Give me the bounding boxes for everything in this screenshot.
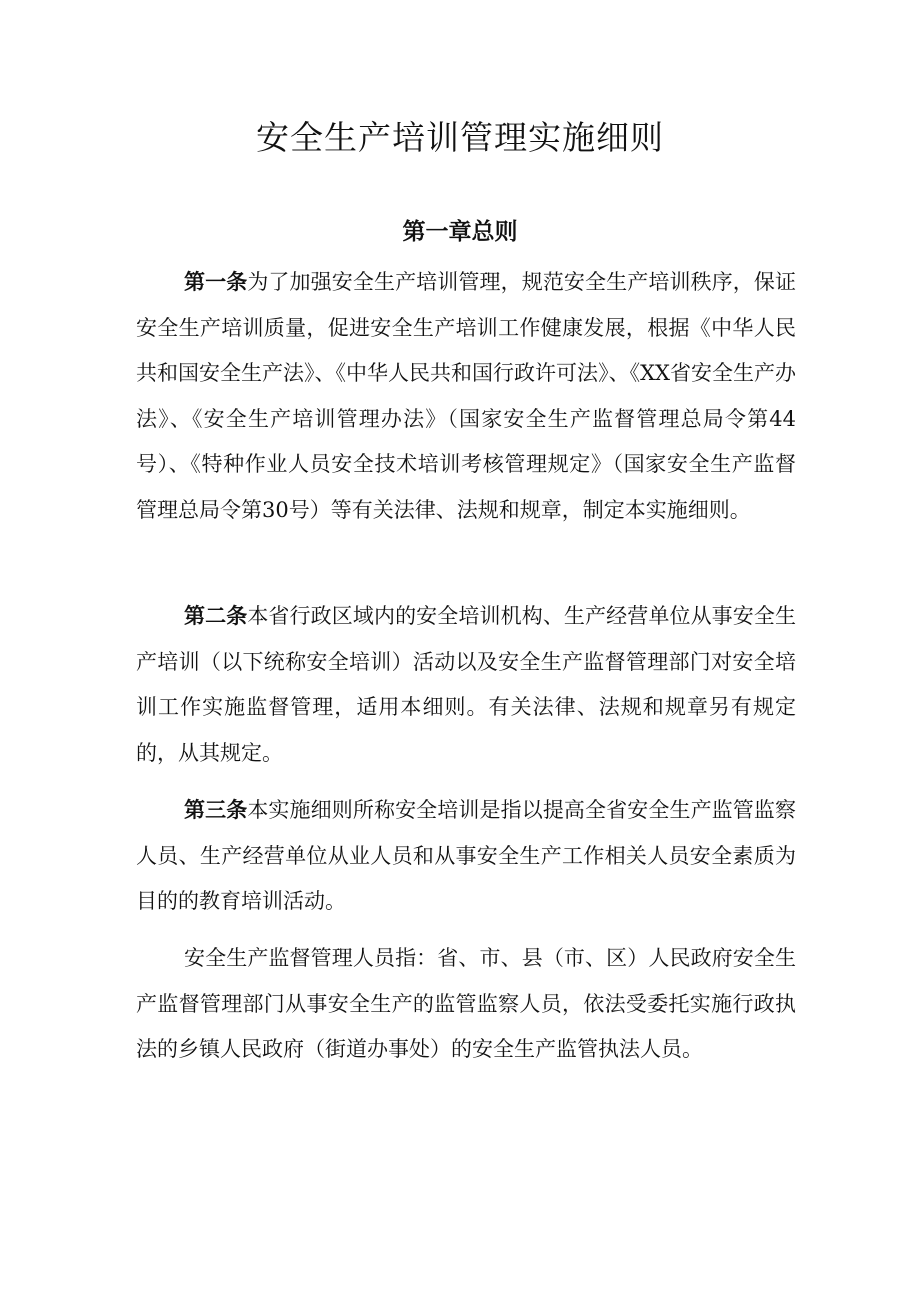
- article-3-paragraph: [136, 788, 796, 925]
- article-2-paragraph: [136, 594, 796, 776]
- article-1-text: 为了加强安全生产培训管理，规范安全生产培训秩序，保证安全生产培训质量，促进安全生产培训工作健康发展，根据《中华人民共和国安全生产法》、《中华人民共和国行政许可法》、《XX省安全生产办法》、《安全生产培训管理办法》（国家安全生产监督管理总局令第44号）、《特种作业人员安全技术培训考核管理规定》（国家安全生产监督管理总局令第30号）等有关法律、法规和规章，制定本实施细则。: [136, 270, 797, 522]
- article-3-supplement-text: 安全生产监督管理人员指：省、市、县（市、区）人民政府安全生产监督管理部门从事安全生产的监管监察人员，依法受委托实施行政执法的乡镇人民政府（街道办事处）的安全生产监管执法人员。: [136, 946, 796, 1061]
- article-1-paragraph: [136, 260, 796, 533]
- article-1-label: 第一条: [184, 270, 248, 294]
- article-2-text: 本省行政区域内的安全培训机构、生产经营单位从事安全生产培训（以下统称安全培训）活动以及安全生产监督管理部门对安全培训工作实施监督管理，适用本细则。有关法律、法规和规章另有规定的，从其规定。: [136, 604, 797, 765]
- article-3-label: 第三条: [184, 798, 248, 822]
- document-title: 安全生产培训管理实施细则: [256, 118, 664, 157]
- chapter-heading: 第一章总则: [402, 219, 518, 245]
- article-3-supplement-paragraph: [136, 936, 796, 1073]
- article-2-label: 第二条: [184, 604, 248, 628]
- article-3-text: 本实施细则所称安全培训是指以提高全省安全生产监管监察人员、生产经营单位从业人员和从事安全生产工作相关人员安全素质为目的的教育培训活动。: [136, 798, 797, 913]
